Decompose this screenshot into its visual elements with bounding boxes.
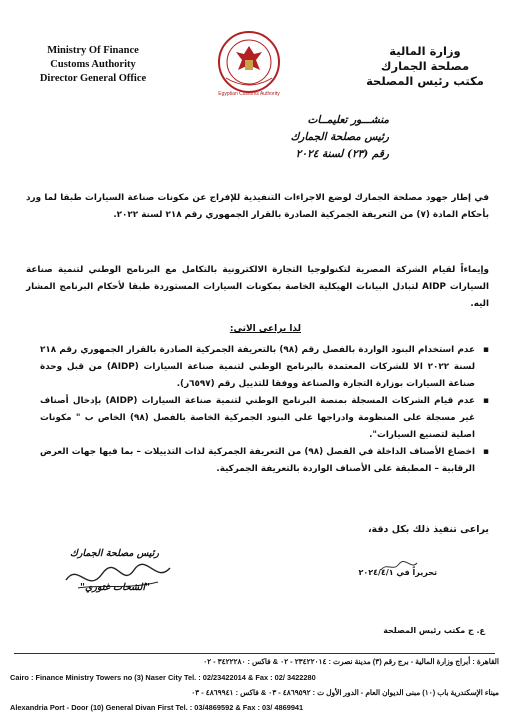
circular-heading: منشـــور تعليمــات: [307, 114, 389, 126]
closing-line: يراعى تنفيذ ذلك بكل دقة،: [367, 524, 489, 535]
signer-title: رئيس مصلحة الجمارك: [70, 548, 159, 559]
footer-cairo-address-en: Cairo : Finance Ministry Towers no (3) Naser City Tel. : 02/23422014 & Fax : 02/ 3422280: [10, 673, 316, 682]
ministry-name-en: Ministry Of Finance: [47, 45, 139, 56]
issue-date: تحريراً في ٢٠٢٤/٤/١: [358, 568, 437, 577]
circular-title-block: [291, 112, 389, 163]
authority-name-en: Customs Authority: [50, 59, 136, 70]
circular-issuer: رئيس مصلحة الجمارك: [290, 131, 389, 143]
paragraph-context: وإيماءاً لقيام الشركة المصرية لتكنولوجيا التجارة الالكترونية بالتكامل مع البرنامج الوطني لتنمية صناعة السيارات AIDP لتبادل البيانات الهيكلية الخاصة بمكونات السيارات المستوردة طبقا لأحكام البرنامج المشار اليه.: [26, 265, 489, 309]
office-name-en: Director General Office: [39, 73, 147, 84]
list-item: ▪ اخضاع الأصناف الداخلة في الفصل (٩٨) من التعريفة الجمركية لذات التذييلات – بما فيها جهات العرض الرقابية – المطبقة على الأصناف الواردة بالتعريفة الجمركية.: [40, 444, 489, 478]
instructions-list: [40, 342, 489, 478]
eagle-emblem-icon: [214, 30, 284, 98]
english-letterhead: [18, 44, 168, 86]
ministry-name-ar: وزارة المالية: [389, 44, 461, 58]
logo-caption: Egyptian Customs Authority: [218, 91, 280, 97]
signer-name: "الشحات غتوري": [80, 582, 150, 593]
list-item: ▪ عدم قيام الشركات المسجلة بمنصة البرنامج الوطني لتنمية صناعة السيارات (AIDP) بإدخال أصناف غير مسجلة على المنظومة وادراجها على البنود الجمركية الخاصة بالفصل (٩٨) الخاص ب " مكونات اصلية لتصنيع السيارات".: [40, 393, 489, 444]
footer-cairo-address-ar: القاهرة : أبراج وزارة المالية - برج رقم (٣) مدينة نصرت : ٢٣٤٢٢٠١٤ - ٠٢ & فاكس : ٣٤٢٢٢٨٠ - ٠٢: [203, 657, 499, 666]
footer-alexandria-address-en: Alexandria Port - Door (10) General Divan First Tel. : 03/4869592 & Fax : 03/ 4869941: [10, 703, 304, 712]
circular-number: رقم (٢٣) لسنة ٢٠٢٤: [295, 148, 389, 160]
office-name-ar: مكتب رئيس المصلحة: [366, 74, 484, 88]
arabic-letterhead: [355, 44, 495, 89]
copy-to-note: ع. ج مكتب رئيس المصلحة: [383, 626, 485, 635]
authority-name-ar: مصلحة الجمارك: [380, 59, 470, 73]
footer-alexandria-address-ar: ميناء الإسكندرية باب (١٠) مبنى الديوان العام - الدور الأول ت : ٤٨٦٩٥٩٢ - ٠٣ & فاكس : ٤٨٦٩٩٤١ - ٠٣: [191, 688, 499, 697]
instructions-heading: لذا يراعى الاتي:: [229, 324, 301, 334]
footer-divider: [14, 653, 495, 654]
list-item: ▪ عدم استخدام البنود الواردة بالفصل رقم (٩٨) بالتعريفة الجمركية الصادرة بالقرار الجمهوري رقم ٢١٨ لسنة ٢٠٢٢ الا للشركات المعتمدة بالبرنامج الوطني لتنمية صناعة السيارات (AIDP) من قبل وحدة صناعة السيارات بوزارة التجارة والصناعة ووفقا للتذييل رقم (٦٥٩٧ر).: [40, 342, 489, 393]
paragraph-intro: في إطار جهود مصلحة الجمارك لوضع الاجراءات التنفيذية للإفراج عن مكونات صناعة السيارات طبقا لما ورد بأحكام المادة (٧) من التعريفة الجمركية الصادرة بالقرار الجمهوري رقم ٢١٨ لسنة ٢٠٢٢.: [26, 193, 489, 220]
